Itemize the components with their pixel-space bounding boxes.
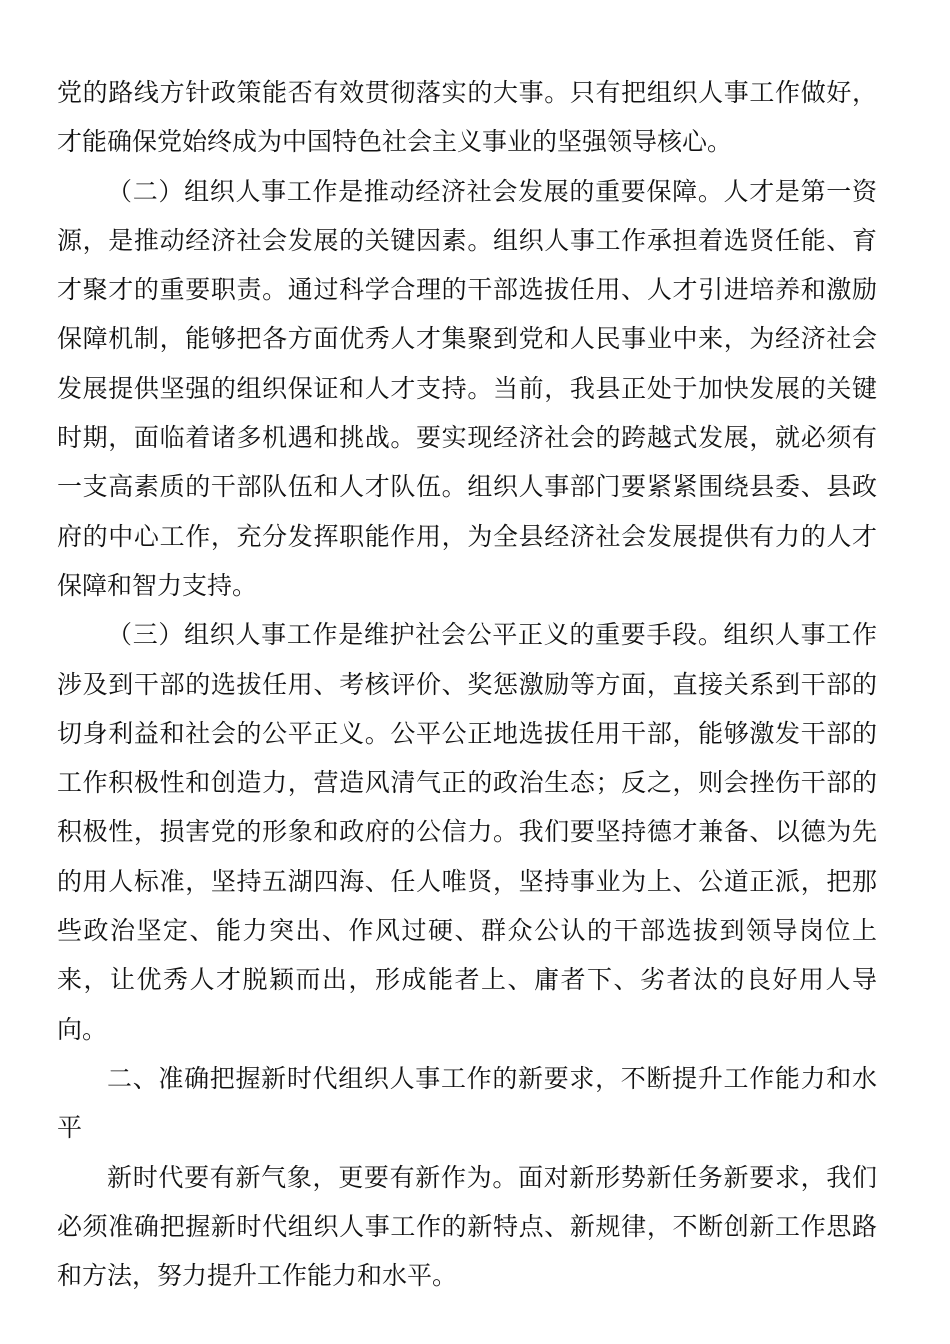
paragraph-continuation: 党的路线方针政策能否有效贯彻落实的大事。只有把组织人事工作做好，才能确保党始终成为中国特色社会主义事业的坚强领导核心。 [57,78,877,157]
paragraph-new-era: 新时代要有新气象，更要有新作为。面对新形势新任务新要求，我们必须准确把握新时代组织人事工作的新特点、新规律，不断创新工作思路和方法，努力提升工作能力和水平。 [57,1162,877,1291]
paragraph-section-two: （二）组织人事工作是推动经济社会发展的重要保障。人才是第一资源，是推动经济社会发展的关键因素。组织人事工作承担着选贤任能、育才聚才的重要职责。通过科学合理的干部选拔任用、人才引进培养和激励保障机制，能够把各方面优秀人才集聚到党和人民事业中来，为经济社会发展提供坚强的组织保证和人才支持。当前，我县正处于加快发展的关键时期，面临着诸多机遇和挑战。要实现经济社会的跨越式发展，就必须有一支高素质的干部队伍和人才队伍。组织人事部门要紧紧围绕县委、县政府的中心工作，充分发挥职能作用，为全县经济社会发展提供有力的人才保障和智力支持。 [57,176,877,600]
section-heading: 二、准确把握新时代组织人事工作的新要求，不断提升工作能力和水平 [57,1063,877,1143]
document-page [57,68,877,1300]
paragraph-section-three: （三）组织人事工作是维护社会公平正义的重要手段。组织人事工作涉及到干部的选拔任用、考核评价、奖惩激励等方面，直接关系到干部的切身利益和社会的公平正义。公平公正地选拔任用干部，能够激发干部的工作积极性和创造力，营造风清气正的政治生态；反之，则会挫伤干部的积极性，损害党的形象和政府的公信力。我们要坚持德才兼备、以德为先的用人标准，坚持五湖四海、任人唯贤，坚持事业为上、公道正派，把那些政治坚定、能力突出、作风过硬、群众公认的干部选拔到领导岗位上来，让优秀人才脱颖而出，形成能者上、庸者下、劣者汰的良好用人导向。 [57,620,877,1044]
